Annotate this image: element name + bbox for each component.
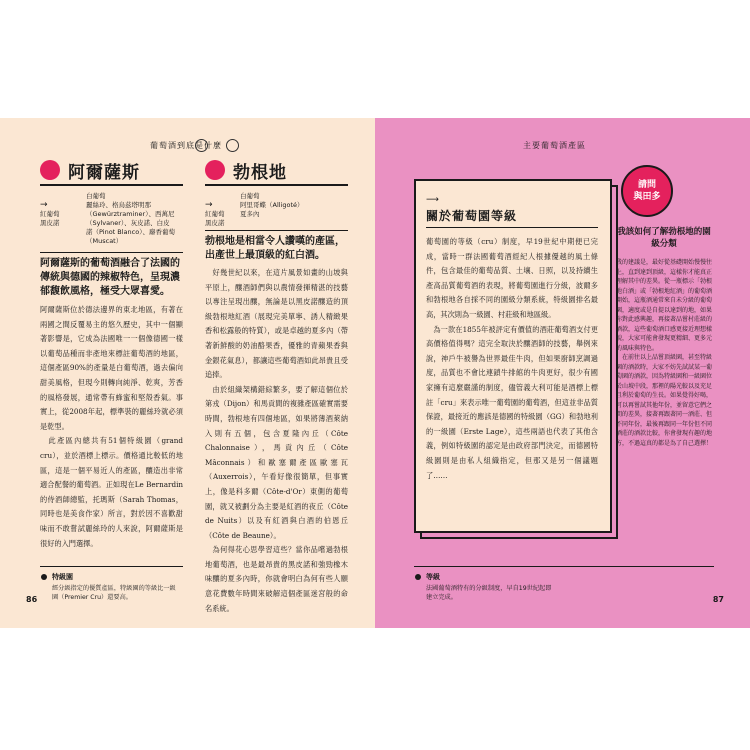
alsace-rule: [40, 184, 183, 186]
ring-icon: [195, 139, 208, 152]
burgundy-rule: [205, 184, 348, 186]
red-circle-icon: [40, 160, 60, 180]
burgundy-thin-rule: [205, 230, 348, 231]
note-marker-icon: [414, 573, 422, 581]
sidebar-body: 我的建議是，最好從基礎開始慢慢往上，直到達到頂級，這樣你才能真正理解其中的差異。從一瓶標示「勃根地白酒」或「勃根地紅酒」的葡萄酒開始，這瓶酒通常來自未分級的葡萄園，適度或是自提以達到的地，如果你對此感興趣，再接著品嘗村莊級的酒款，這些葡萄酒口感更接近理想樣貌，大家可能會發現更精細、更多元的風味與特色。 在前往以上品嘗頂級園，甚至特級園的酒款時，大家不妨先試試某一葡萄園的酒款，因為特級園和一級園位於山坡中段，那裡的陽光較以及充足且利於葡萄的生長。如果覺得好喝，可以再嘗試其他年份，並留意它們之間的差異，接著再跟著同一酒莊、但不同年份，最後再跟同一年份但不同酒莊的酒款比較，你會發現有趣的地方，不過這真的都是為了自己選擇！: [616, 259, 713, 447]
burgundy-meta-type: → 紅葡萄 黑皮諾: [205, 200, 225, 227]
burgundy-body: 好幾世紀以來，在這片風景如畫的山坡與平原上，釀酒師們與以農情發揮精湛的技藝以專注呈現出釀，無論是以黑皮諾釀造的頂級勃根地紅酒（展現完美單寧、誘人精緻果香和松露般的特質），或是卓越的夏多內（帶著新鮮酸的奶油酪果香，優雅的青蘋果香與金銀花氣息），都讓這些葡萄酒如此昂貴且受追捧。 由於組織架構錯綜繁多，要了解這個位於第戎（Dijon）和馬貢間的複雜產區確實需要時間，勃根地有四個地區，如果將薄酒萊納入則有五個，包含夏隆內丘（Côte Chalonnaise），馬貢內丘（Côte Mâconnais）和歐塞爾產區歐塞瓦（Auxerrois），午看好像很簡單，但事實上，像是科多爾（Côte-d'Or）東側的葡萄園，就又被劃分為主要是紅酒的夜丘（Côte de Nuits）以及有紅酒與白酒的伯恩丘（Côte de Beaune）。 為何得花心思學習這些？當你品嚐過勃根地葡萄酒，也是最昂貴的黑皮諾和強勁橡木味釀的夏多內時，你就會明白為何有些人願意花費數年時間來破解這個產區迷宮般的命名系統。: [205, 268, 348, 613]
note-marker-icon: [40, 573, 48, 581]
grand-cru-note-text: 經分級指定的優質產區，特級園的等級比一級園（Premier Cru）還要高。: [52, 585, 176, 601]
burgundy-title: 勃根地: [233, 162, 287, 183]
page-number-left: 86: [26, 595, 38, 604]
grade-note-text: 法國葡萄酒特有的分級制度，早自19世紀起即建立完成。: [426, 585, 552, 601]
question-bubble: 請問 與田多: [621, 165, 673, 217]
running-head-right: 主要葡萄酒產區: [523, 141, 586, 150]
box-title-rule: [426, 227, 598, 228]
alsace-meta-type: → 紅葡萄 黑皮諾: [40, 200, 60, 227]
arrow-icon: →: [40, 200, 48, 210]
grand-cru-note-title: 特級園: [52, 573, 73, 581]
burgundy-lead: 勃根地是相當令人讚嘆的產區，出產世上最頂級的紅白酒。: [205, 236, 345, 261]
left-page: [0, 118, 375, 628]
sidebar: [616, 226, 712, 548]
sidebar-title: 我該如何了解勃根地的園級分類: [617, 227, 711, 249]
burgundy-meta-grapes: 白葡萄 阿里哥蝶（Alligoté） 夏多內: [240, 192, 304, 218]
note-rule-left: [40, 566, 183, 567]
right-page: [375, 118, 750, 628]
arrow-icon: ⟶: [426, 195, 439, 205]
alsace-meta-grapes: 白葡萄 麗絲玲、格烏茲塔明那 （Gewürztraminer）、西萬尼 （Sylvaner）、灰皮諾、白皮 諾（Pinot Blanco）、麝香葡萄 （Muscat）: [86, 192, 175, 245]
grade-note-title: 等級: [426, 573, 440, 581]
ring-icon: [226, 139, 239, 152]
arrow-icon: →: [205, 200, 213, 210]
alsace-body: 阿爾薩斯位於德法邊界的東北地區，有著在兩國之間反覆易主的悠久歷史，其中一個顯著影響是，它成為法國唯一一個像德國一樣以葡萄品種而非產地來標註葡萄酒的地區，這個產區90%的產量是白葡萄酒，過去偏向甜美風格，但現今則轉向純淨、乾爽，芳香的風格發展，通常帶有蜂蜜和堅殼香氣。事實上，從2008年起，標準裝的麗絲玲就必須是乾型。 此產區內總共有51個特級園（grand cru），並於酒標上標示。價格通比較低的地區，這是一個平易近人的產區，釀造出非常適合配餐的葡萄酒。正如現在Le Bernardin的侍酒師總監，托瑪斯（Sarah Thomas，同時也是美食作家）所言，對於因不喜歡甜味而不敢嘗試麗絲玲的人來說，阿爾薩斯是很好的入門選擇。: [40, 305, 183, 548]
box-title: 關於葡萄園等級: [426, 209, 518, 223]
alsace-lead: 阿爾薩斯的葡萄酒融合了法國的傳統與德國的辣椒特色，呈現濃郁馥飲風格，極受大眾喜愛。: [40, 258, 180, 297]
cru-info-box: [414, 179, 612, 533]
alsace-heading: [40, 160, 140, 183]
alsace-thin-rule: [40, 252, 183, 253]
note-rule-right: [414, 566, 714, 567]
box-body: 葡萄園的等級（cru）制度，早19世紀中期便已完成，當時一群法國葡萄酒經紀人根據優越的風土條件，包含最佳的葡萄品質、土壤、日照，以及持續生產高品質葡萄酒的表現，將葡萄園進行分級，波爾多和勃根地各自採不同的園級分類系統，特級園排名最高，其次則為一級園、村莊級和地區級。 為一款在1855年被評定有價值的酒莊葡萄酒支付更高價格值得嗎？這完全取決於釀酒師的技藝，舉例來說，神戶牛被譽為世界最佳牛肉，但如果廚師烹調過度，品質也不會比連鎖牛排館的牛肉更好，很少有國家擁有這麼嚴謹的制度，儘管義大利可能是酒標上標註「cru」來表示唯一葡萄園的葡萄酒，但這並非品質保證，最接近的應該是德國的特級園（GG）和勃地利的一級園（Erste Lage），這些兩語也代表了其他含義，例如特級園的認定是由政府部門決定，而德國特級園則是由私人組織指定，但那又是另一個議題了……: [426, 237, 598, 480]
red-circle-icon: [205, 160, 225, 180]
burgundy-heading: [205, 160, 287, 183]
alsace-title: 阿爾薩斯: [68, 162, 140, 183]
page-number-right: 87: [712, 595, 724, 604]
running-head-left: 葡萄酒到底是什麼: [150, 141, 222, 150]
